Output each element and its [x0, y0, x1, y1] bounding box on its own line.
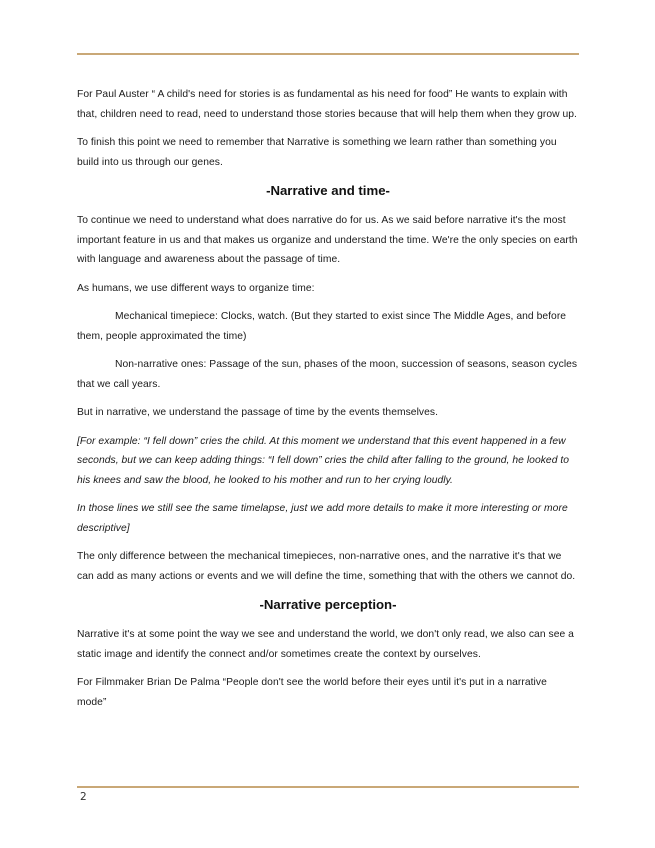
paragraph-difference: The only difference between the mechanical timepieces, non-narrative ones, and the narrative it's that we can add as many actions or events and we will define the time, something that with the others we cannot do. [77, 551, 576, 582]
document-body [77, 85, 579, 721]
page-number: 2 [80, 791, 87, 803]
paragraph-de-palma-quote: For Filmmaker Brian De Palma “People don't see the world before their eyes until it's put in a narrative mode” [77, 677, 547, 708]
paragraph-example-continued: In those lines we still see the same timelapse, just we add more details to make it more interesting or more descriptive] [77, 503, 568, 534]
section-heading-narrative-perception: -Narrative perception- [259, 597, 397, 612]
paragraph-narrative-purpose: To continue we need to understand what does narrative do for us. As we said before narrative it's the most important feature in us and that makes us organize and understand the time. We're the only species on earth with language and awareness about the passage of time. [77, 215, 578, 265]
section-heading-narrative-time: -Narrative and time- [266, 183, 390, 198]
paragraph-narrative-learned: To finish this point we need to remember that Narrative is something we learn rather than something you build into us through our genes. [77, 137, 557, 168]
paragraph-mechanical-timepiece: Mechanical timepiece: Clocks, watch. (But they started to exist since The Middle Ages, and before them, people approximated the time) [77, 311, 567, 342]
paragraph-non-narrative: Non-narrative ones: Passage of the sun, phases of the moon, succession of seasons, season cycles that we call years. [77, 359, 578, 390]
paragraph-organize-time: As humans, we use different ways to organize time: [77, 282, 315, 294]
footer-rule [77, 786, 579, 788]
paragraph-auster-quote: For Paul Auster “ A child's need for stories is as fundamental as his need for food” He wants to explain with that, children need to read, need to understand those stories because that will help them when they grow up. [77, 89, 577, 120]
paragraph-narrative-events: But in narrative, we understand the passage of time by the events themselves. [77, 407, 439, 418]
header-rule [77, 53, 579, 55]
paragraph-perception: Narrative it's at some point the way we see and understand the world, we don't only read, we also can see a static image and identify the connect and/or sometimes create the context by ourselves. [77, 629, 574, 660]
paragraph-example: [For example: “I fell down” cries the child. At this moment we understand that this event happened in a few seconds, but we can keep adding things: “I fell down” cries the child after falling to the ground, he looked to his knees and saw the blood, he looked to his mother and run to her crying loudly. [77, 435, 570, 486]
